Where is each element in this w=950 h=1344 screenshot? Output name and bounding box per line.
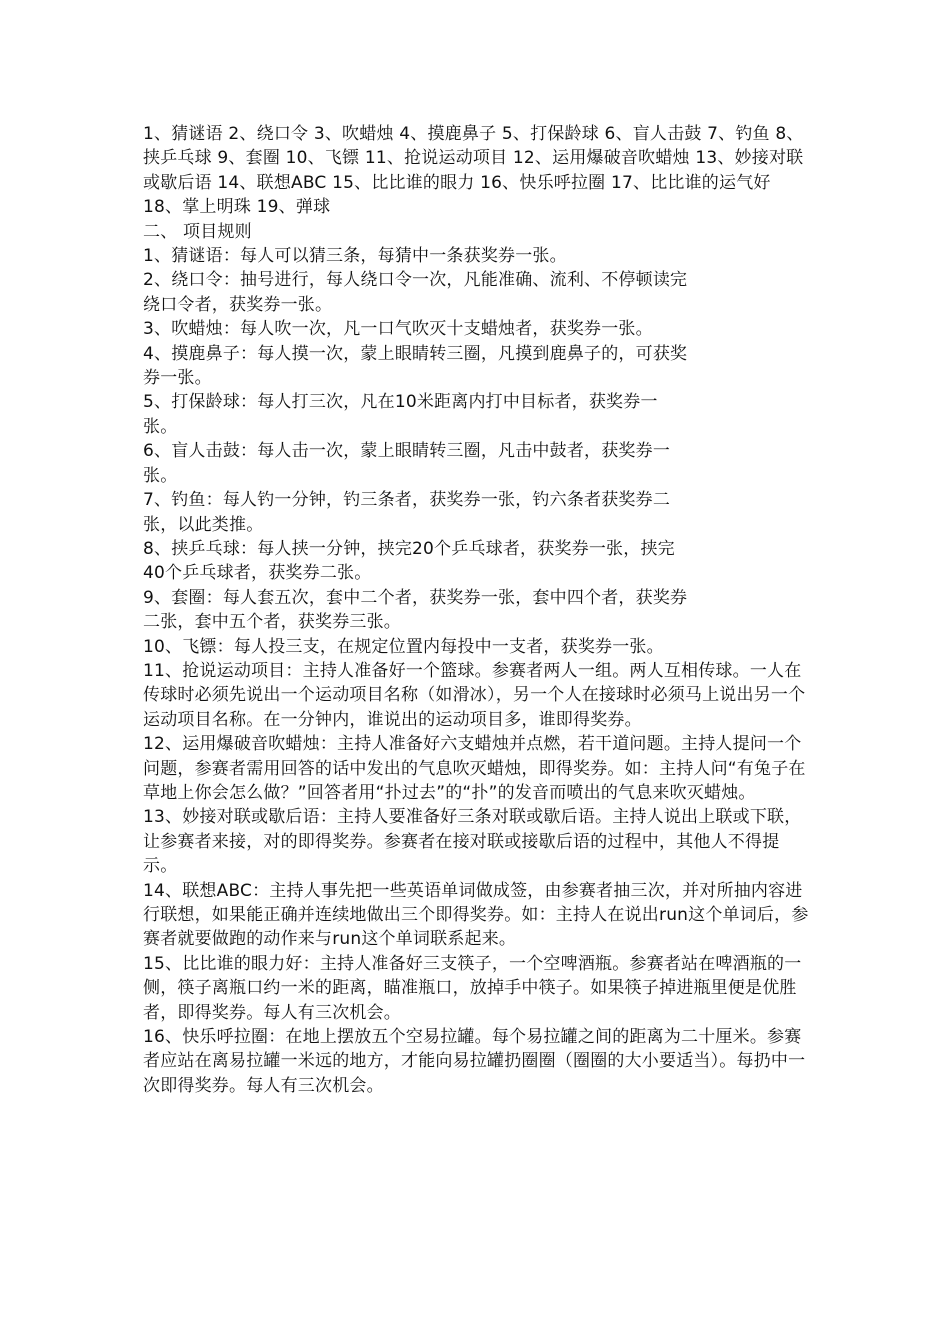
rule-item: 2、绕口令：抽号进行，每人绕口令一次，凡能准确、流利、不停顿读完绕口令者，获奖券一张。 [143,270,688,315]
rule-item: 5、打保龄球：每人打三次，凡在10米距离内打中目标者，获奖券一张。 [143,392,658,437]
rule-item: 9、套圈：每人套五次，套中二个者，获奖券一张，套中四个者，获奖券二张，套中五个者，获奖券三张。 [143,587,688,633]
rule-item: 11、抢说运动项目：主持人准备好一个篮球。参赛者两人一组。两人互相传球。一人在传球时必须先说出一个运动项目名称（如滑冰），另一个人在接球时必须马上说出另一个运动项目名称。在一分钟内，谁说出的运动项目多，谁即得奖券。 [143,660,806,730]
rule-item: 16、快乐呼拉圈：在地上摆放五个空易拉罐。每个易拉罐之间的距离为二十厘米。参赛者应站在离易拉罐一米远的地方，才能向易拉罐扔圈圈（圈圈的大小要适当）。每扔中一次即得奖券。每人有三次机会。 [143,1027,806,1096]
rule-item: 14、联想ABC：主持人事先把一些英语单词做成签，由参赛者抽三次，并对所抽内容进行联想，如果能正确并连续地做出三个即得奖券。如：主持人在说出run这个单词后，参赛者就要做跑的动作来与run这个单词联系起来。 [143,880,809,950]
rule-item: 4、摸鹿鼻子：每人摸一次，蒙上眼睛转三圈，凡摸到鹿鼻子的，可获奖券一张。 [143,343,688,389]
rule-item: 3、吹蜡烛：每人吹一次，凡一口气吹灭十支蜡烛者，获奖券一张。 [143,319,653,340]
rule-item: 13、妙接对联或歇后语：主持人要准备好三条对联或歇后语。主持人说出上联或下联，让参赛者来接，对的即得奖券。参赛者在接对联或接歇后语的过程中，其他人不得提示。 [143,807,802,877]
activity-list: 1、猜谜语 2、绕口令 3、吹蜡烛 4、摸鹿鼻子 5、打保龄球 6、盲人击鼓 7、钓鱼 8、挟乒乓球 9、套圈 10、飞镖 11、抢说运动项目 12、运用爆破音吹蜡烛 13、妙接对联或歇后语 14、联想ABC 15、比比谁的眼力 16、快乐呼拉圈 17、比比谁的运气好 18、掌上明珠 19、弹球 [143,124,804,218]
rule-item: 8、挟乒乓球：每人挟一分钟，挟完20个乒乓球者，获奖券一张，挟完40个乒乓球者，获奖券二张。 [143,538,675,584]
rule-item: 10、飞镖：每人投三支，在规定位置内每投中一支者，获奖券一张。 [143,636,664,657]
rule-item: 1、猜谜语：每人可以猜三条，每猜中一条获奖券一张。 [143,246,567,267]
document-body [143,122,811,1098]
rule-item: 6、盲人击鼓：每人击一次，蒙上眼睛转三圈，凡击中鼓者，获奖券一张。 [143,441,671,486]
rule-item: 12、运用爆破音吹蜡烛：主持人准备好六支蜡烛并点燃，若干道问题。主持人提问一个问题，参赛者需用回答的话中发出的气息吹灭蜡烛，即得奖券。如：主持人问“有兔子在草地上你会怎么做？”回答者用“扑过去”的“扑”的发音而喷出的气息来吹灭蜡烛。 [143,734,806,803]
rule-item: 15、比比谁的眼力好：主持人准备好三支筷子，一个空啤酒瓶。参赛者站在啤酒瓶的一侧，筷子离瓶口约一米的距离，瞄准瓶口，放掉手中筷子。如果筷子掉进瓶里便是优胜者，即得奖券。每人有三次机会。 [143,953,802,1023]
rule-item: 7、钓鱼：每人钓一分钟，钓三条者，获奖券一张，钓六条者获奖券二张，以此类推。 [143,490,671,535]
section-heading: 二、 项目规则 [143,221,252,242]
